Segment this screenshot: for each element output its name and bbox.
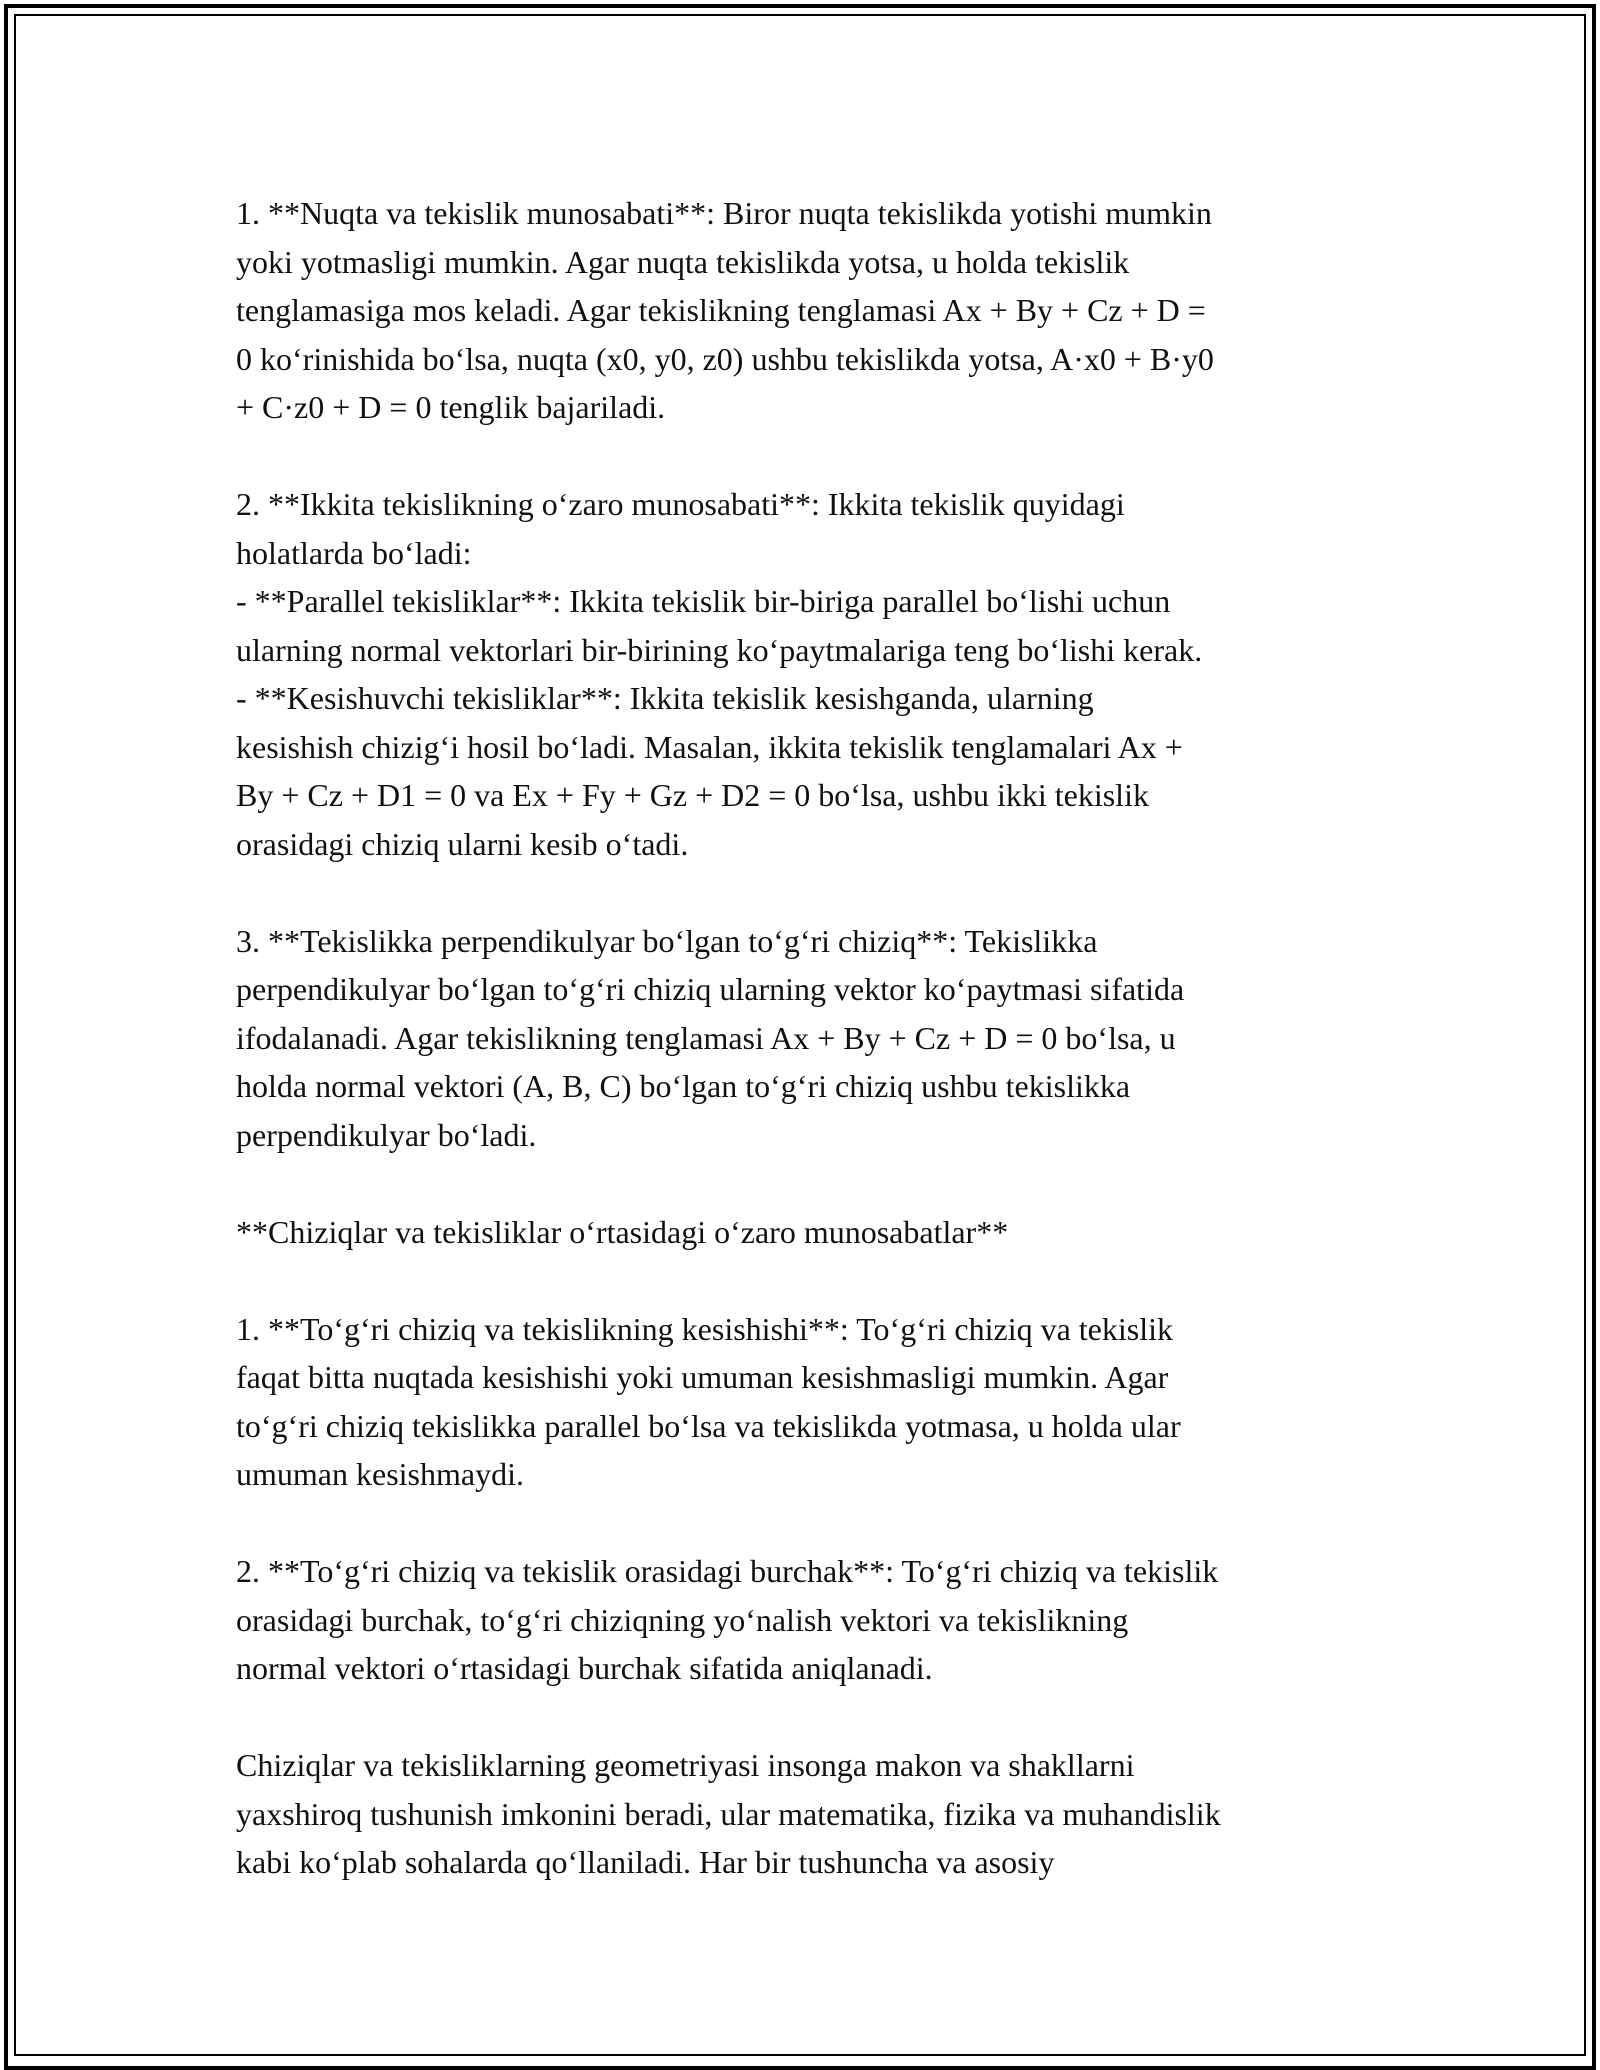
paragraph-line-plane-angle: 2. **To‘g‘ri chiziq va tekislik orasidagi burchak**: To‘g‘ri chiziq va tekislik orasidagi burchak, to‘g‘ri chiziqning yo‘nalish vektori va tekislikning normal vektori o‘rtasidagi burchak sifatida aniqlanadi.: [236, 1553, 1219, 1686]
paragraph-spacer: [236, 1159, 1376, 1208]
document-body: [236, 189, 1376, 1887]
paragraph-spacer: [236, 432, 1376, 481]
paragraph-spacer: [236, 1499, 1376, 1548]
paragraph-point-plane-relation: 1. **Nuqta va tekislik munosabati**: Biror nuqta tekislikda yotishi mumkin yoki yotmasligi mumkin. Agar nuqta tekislikda yotsa, u holda tekislik tenglamasiga mos keladi. Agar tekislikning tenglamasi Ax + By + Cz + D = 0 ko‘rinishida bo‘lsa, nuqta (x0, y0, z0) ushbu tekislikda yotsa, A·x0 + B·y0 + C·z0 + D = 0 tenglik bajariladi.: [236, 195, 1214, 425]
paragraph-two-planes-relation: 2. **Ikkita tekislikning o‘zaro munosabati**: Ikkita tekislik quyidagi holatlarda bo‘ladi: - **Parallel tekisliklar**: Ikkita tekislik bir-biriga parallel bo‘lishi uchun ularning normal vektorlari bir-birining ko‘paytmalariga teng bo‘lishi kerak. - **Kesishuvchi tekisliklar**: Ikkita tekislik kesishganda, ularning kesishish chizig‘i hosil bo‘ladi. Masalan, ikkita tekislik tenglamalari Ax + By + Cz + D1 = 0 va Ex + Fy + Gz + D2 = 0 bo‘lsa, ushbu ikki tekislik orasidagi chiziq ularni kesib o‘tadi.: [236, 486, 1203, 862]
paragraph-spacer: [236, 1256, 1376, 1305]
paragraph-line-plane-intersection: 1. **To‘g‘ri chiziq va tekislikning kesishishi**: To‘g‘ri chiziq va tekislik faqat bitta nuqtada kesishishi yoki umuman kesishmasligi mumkin. Agar to‘g‘ri chiziq tekislikka parallel bo‘lsa va tekislikda yotmasa, u holda ular umuman kesishmaydi.: [236, 1310, 1181, 1492]
paragraph-perpendicular-line: 3. **Tekislikka perpendikulyar bo‘lgan to‘g‘ri chiziq**: Tekislikka perpendikulyar bo‘lgan to‘g‘ri chiziq ularning vektor ko‘paytmasi sifatida ifodalanadi. Agar tekislikning tenglamasi Ax + By + Cz + D = 0 bo‘lsa, u holda normal vektori (A, B, C) bo‘lgan to‘g‘ri chiziq ushbu tekislikka perpendikulyar bo‘ladi.: [236, 922, 1185, 1153]
paragraph-conclusion: Chiziqlar va tekisliklarning geometriyasi insonga makon va shakllarni yaxshiroq tushunish imkonini beradi, ular matematika, fizika va muhandislik kabi ko‘plab sohalarda qo‘llaniladi. Har bir tushuncha va asosiy: [236, 1747, 1221, 1880]
paragraph-spacer: [236, 1693, 1376, 1742]
section-heading-lines-and-planes: **Chiziqlar va tekisliklar o‘rtasidagi o‘zaro munosabatlar**: [236, 1213, 1009, 1250]
paragraph-spacer: [236, 868, 1376, 917]
